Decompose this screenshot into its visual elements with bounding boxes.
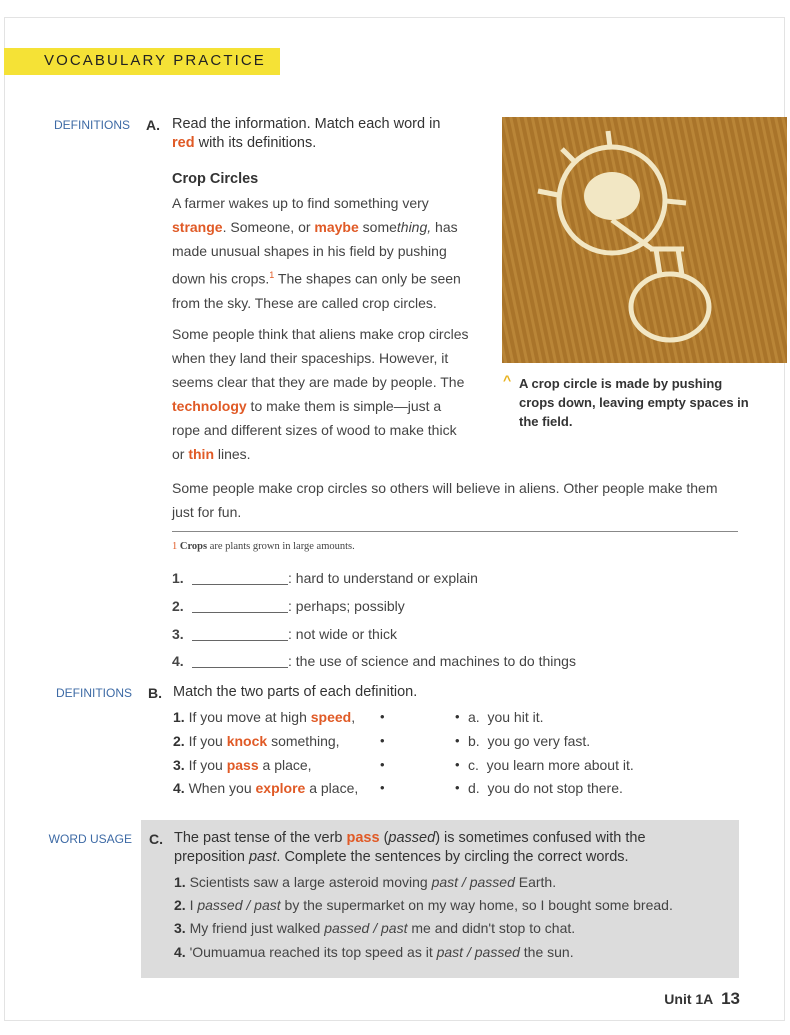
item-number: 3. [172, 626, 184, 642]
side-label-definitions-b: DEFINITIONS [55, 686, 132, 700]
reading-paragraph-2: Some people think that aliens make crop circles when they land their spaceships. However, it seems clear that they are made by people. The technology to make them is simple—just a rope and different sizes of wood to make thick or thin lines. [172, 326, 469, 462]
footnote: 1 Crops are plants grown in large amounts. [172, 541, 355, 552]
section-a-instruction: Read the information. Match each word in red with its definitions. [172, 116, 441, 151]
match-left-item: 4. When you explore a place, [173, 780, 359, 796]
usage-sentence: 2. I passed / past by the supermarket on my way home, so I bought some bread. [174, 897, 673, 913]
item-number: 1. [172, 570, 184, 586]
definition-text: : perhaps; possibly [288, 598, 405, 614]
match-dot-left[interactable]: • [380, 757, 385, 772]
match-right-item: d. you do not stop there. [468, 780, 623, 796]
section-c-instruction: The past tense of the verb pass (passed) is sometimes confused with the preposition past. Complete the sentences by circling the correct words. [174, 830, 646, 865]
usage-sentence: 4. 'Oumuamua reached its top speed as it past / passed the sun. [174, 944, 574, 960]
match-right-item: a. you hit it. [468, 709, 544, 725]
reading-paragraph-1: A farmer wakes up to find something very strange. Someone, or maybe something, has made unusual shapes in his field by pushing down his crops.$^1$ The shapes can only be seen from the sky. These are called crop circles. [172, 195, 461, 311]
match-right-item: b. you go very fast. [468, 733, 591, 749]
match-dot-right[interactable]: • [455, 709, 460, 724]
banner-title: VOCABULARY PRACTICE [44, 52, 266, 69]
reading-paragraph-3: Some people make crop circles so others will believe in aliens. Other people make them just for fun. [172, 480, 718, 520]
section-b-letter: B. [148, 685, 162, 701]
match-dot-right[interactable]: • [455, 757, 460, 772]
match-left-item: 1. If you move at high speed, [173, 709, 356, 725]
side-label-definitions-a: DEFINITIONS [53, 118, 130, 132]
match-left-item: 2. If you knock something, [173, 733, 340, 749]
answer-blank[interactable] [192, 584, 288, 585]
match-dot-right[interactable]: • [455, 733, 460, 748]
section-c-letter: C. [149, 831, 163, 847]
circle-choice[interactable]: passed / past [197, 897, 281, 913]
usage-sentence: 3. My friend just walked passed / past me and didn't stop to chat. [174, 920, 576, 936]
definition-text: : hard to understand or explain [288, 570, 478, 586]
unit-label: Unit 1A [664, 991, 714, 1007]
caption-arrow-icon: ^ [503, 372, 512, 388]
answer-blank[interactable] [192, 640, 288, 641]
match-dot-left[interactable]: • [380, 780, 385, 795]
section-b-instruction: Match the two parts of each definition. [173, 684, 418, 700]
answer-blank[interactable] [192, 612, 288, 613]
definition-text: : the use of science and machines to do things [288, 653, 576, 669]
circle-choice[interactable]: past / passed [436, 944, 520, 960]
side-label-word-usage: WORD USAGE [48, 832, 132, 846]
item-number: 4. [172, 653, 184, 669]
match-left-item: 3. If you pass a place, [173, 757, 312, 773]
match-dot-left[interactable]: • [380, 709, 385, 724]
circle-choice[interactable]: past / passed [431, 874, 515, 890]
photo-caption: A crop circle is made by pushing crops down, leaving empty spaces in the field. [519, 376, 749, 429]
answer-blank[interactable] [192, 667, 288, 668]
page-number: 13 [721, 989, 740, 1008]
footnote-ref: 1 [269, 270, 275, 280]
reading-subhead: Crop Circles [172, 171, 259, 187]
match-right-item: c. you learn more about it. [468, 757, 634, 773]
page-footer [664, 989, 740, 1009]
usage-sentence: 1. Scientists saw a large asteroid moving past / passed Earth. [174, 874, 557, 890]
match-dot-right[interactable]: • [455, 780, 460, 795]
footnote-divider [172, 531, 738, 532]
section-a-letter: A. [146, 117, 160, 133]
circle-choice[interactable]: passed / past [324, 920, 408, 936]
crop-circle-photo [502, 117, 787, 363]
item-number: 2. [172, 598, 184, 614]
match-dot-left[interactable]: • [380, 733, 385, 748]
definition-text: : not wide or thick [288, 626, 397, 642]
